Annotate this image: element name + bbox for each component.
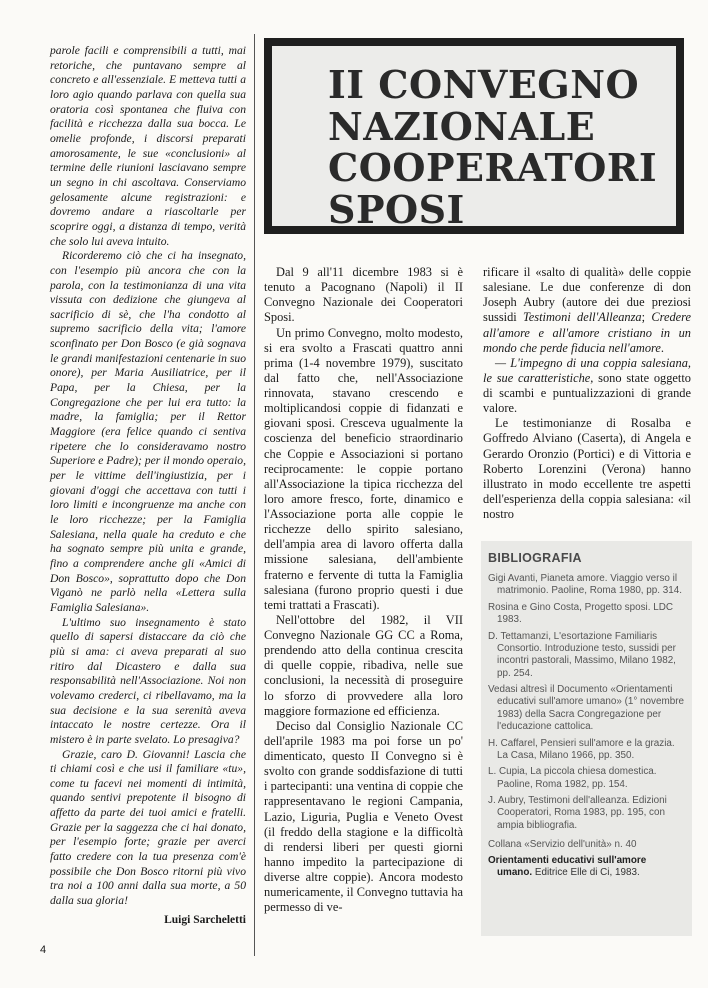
- bibliography-entry: H. Caffarel, Pensieri sull'amore e la grazia. La Casa, Milano 1966, pp. 350.: [488, 737, 675, 761]
- featured-publisher: Editrice Elle di Ci, 1983.: [532, 866, 640, 878]
- title-line: COOPERATORI: [328, 145, 658, 190]
- bibliography-entry: J. Aubry, Testimoni dell'alleanza. Edizioni Cooperatori, Roma 1983, pp. 195, con ampia bibliografia.: [488, 795, 667, 831]
- title-banner: [264, 38, 684, 234]
- bibliography-entry: Rosina e Gino Costa, Progetto sposi. LDC 1983.: [488, 601, 673, 626]
- book-title: Testimoni dell'Alleanza: [523, 310, 642, 325]
- book-title: Credere all'amore e all'amore cristiano in un mondo che perde fiducia nell'amore: [483, 310, 691, 355]
- bibliography-series: Collana «Servizio dell'unità» n. 40: [488, 839, 637, 851]
- bibliography-entry: Gigi Avanti, Pianeta amore. Viaggio verso il matrimonio. Paoline, Roma 1980, pp. 314.: [488, 573, 682, 597]
- article-paragraph: Un primo Convegno, molto modesto, si era svolto a Frascati quattro anni prima (1-4 novembre 1979), suscitato dal fatto che, nell'Associazione rinnovata, stavano crescendo e moltiplicandosi coppie di fidanzati e giovani sposi. Cresceva ugualmente la coscienza del beneficio straordinario che Coppie e Associazioni si portano reciprocamente: le coppie portano all'Associazione la tipica ricchezza del loro amore fresco, forte, dinamico e l'Associazione porta alle coppie le ricchezze dello spirito salesiano, dell'ampia area di lavoro offerta dalla missione salesiana, dell'ambiente fraterno e fervente di tutta la Famiglia salesiana (furono proprio questi i due temi trattati a Frascati).: [264, 325, 463, 612]
- page-number: 4: [40, 944, 47, 956]
- title-line: NAZIONALE: [328, 103, 596, 149]
- bibliography-featured: [488, 855, 684, 880]
- bibliography-entry: Vedasi altresì il Documento «Orientamenti educativi sull'amore umano» (1° novembre 1983) della Sacra Congregazione per l'educazione cattolica.: [488, 684, 684, 733]
- featured-title: Orientamenti educativi sull'amore umano.: [488, 854, 647, 878]
- text-run: sono state oggetto di scambi e puntualizzazioni di grande valore.: [483, 370, 692, 416]
- title-line: SPOSI: [328, 186, 465, 232]
- title-line: II CONVEGNO: [328, 62, 640, 107]
- tribute-paragraph: L'ultimo suo insegnamento è stato quello di sapersi distaccare da ciò che più si ama: ci aveva preparati al suo ritiro dal Dicastero e dalla sua responsabilità nell'Associazione. Noi non volevamo crederci, ci ribellavamo, ma la sua decisione e la sua serenità aveva intaccato le nostre certezze. Ora il mistero è in parte svelato. Lo presagiva?: [50, 615, 246, 746]
- article-paragraph: [483, 356, 691, 417]
- article-paragraph: Nell'ottobre del 1982, il VII Convegno Nazionale GG CC a Roma, prendendo atto della continua crescita di quelle coppie, ribadiva, nelle sue conclusioni, la necessità di proseguire lo sforzo di provvedere alla loro maggiore formazione ed efficienza.: [264, 612, 463, 718]
- tribute-paragraph: parole facili e comprensibili a tutti, mai retoriche, che puntavano sempre al concreto e all'essenziale. E metteva tutti a loro agio quando parlava con quella sua oratoria così spontanea che fluiva con facilità e ricchezza dalla sua bocca. Le omelie profonde, i discorsi preparati amorosamente, le sue «conclusioni» al termine delle riunioni lasciavano sempre un segno in chi ascoltava. Conserviamo gelosamente alcune registrazioni: e dovremo andare a riascoltarle per scoprire oggi, a distanza di tempo, verità che solo lui aveva intuito.: [50, 44, 246, 248]
- topic-title: — L'impegno di una coppia salesiana, le sue caratteristiche,: [483, 355, 691, 385]
- column-divider: [254, 34, 255, 956]
- article-paragraph: Le testimonianze di Rosalba e Goffredo Alviano (Caserta), di Angela e Gerardo Oronzio (Portici) e di Vittoria e Roberto Lorenzini (Verona) hanno illustrato in modo eccellente tre aspetti dell'esperienza della coppia salesiana: «il nostro: [483, 416, 691, 521]
- text-run: ;: [641, 310, 652, 325]
- author-signature: Luigi Sarcheletti: [164, 914, 246, 926]
- bibliography-entry: D. Tettamanzi, L'esortazione Familiaris Consortio. Introduzione testo, sussidi per incontri pastorali, Massimo, Milano 1982, pp. 254.: [488, 630, 676, 679]
- text-run: rificare il «salto di qualità» delle coppie salesiane. Le due conferenze di don Joseph Aubry (autore dei due preziosi sussidi: [483, 265, 691, 325]
- tribute-paragraph: Grazie, caro D. Giovanni! Lascia che ti chiami così e che usi il familiare «tu», come tu facevi nei momenti di intimità, quando sentivi prepotente il bisogno di affetto da parte dei tuoi amici e fratelli. Grazie per la saggezza che ci hai donato, per l'esempio forte; grazie per averci fatto credere con la tua presenza com'è possibile che Don Bosco ritorni più vivo tra noi a 100 anni dalla sua morte, a 50 dalla sua gloria!: [50, 747, 246, 908]
- article-column-right: [483, 265, 691, 522]
- bibliography-entry: L. Cupia, La piccola chiesa domestica. Paoline, Roma 1982, pp. 154.: [488, 766, 657, 790]
- text-run: .: [660, 340, 665, 355]
- tribute-paragraph: Ricorderemo ciò che ci ha insegnato, con l'esempio più ancora che con la parola, con la testimonianza di una vita vissuta con dedizione che giungeva al sacrificio di sè, che l'ha condotto al supremo sacrificio della vita; l'amore sconfinato per Don Bosco (e già sognava le grandi manifestazioni centenarie in suo onore), per Maria Ausiliatrice, per il Papa, per la Chiesa, per la Congregazione che per lui era tutto: la madre, la famiglia; per il Rettor Maggiore (era felice quando ci sentiva ripetere che lo consideravamo nostro Superiore e Padre); per il mondo operaio, per le vittime dell'ingiustizia, per i giovani d'oggi che accettava con tutti i loro limiti e incongruenze ma anche con le loro ricchezze; per la Famiglia Salesiana, nella quale ha creduto e che ha sognato sempre più unita e grande, fino a comprendere anche gli «Amici di Don Bosco», soprattutto dopo che Don Viganò ne parlò nella «Lettera sulla Famiglia Salesiana».: [50, 249, 246, 614]
- article-paragraph: [483, 265, 691, 356]
- article-paragraph: Dal 9 all'11 dicembre 1983 si è tenuto a Pacognano (Napoli) il II Convegno Nazionale dei Cooperatori Sposi.: [264, 265, 463, 325]
- bibliography-box: [481, 541, 692, 936]
- article-column-middle: [264, 265, 463, 915]
- bibliography-title: BIBLIOGRAFIA: [488, 551, 582, 565]
- title-panel: [272, 46, 676, 232]
- article-paragraph: Deciso dal Consiglio Nazionale CC dell'aprile 1983 ma poi forse un po' dimenticato, questo II Convegno si è svolto con grande soddisfazione di tutti i partecipanti: una ventina di coppie che rappresentavano le regioni Campania, Lazio, Liguria, Puglia e Veneto Ovest (il freddo della stagione e la difficoltà di rendersi liberi per questi giorni hanno impedito la partecipazione di diverse altre coppie). Ancora modesto numericamente, il Convegno tuttavia ha permesso di ve-: [264, 718, 463, 915]
- tribute-column: [50, 44, 246, 909]
